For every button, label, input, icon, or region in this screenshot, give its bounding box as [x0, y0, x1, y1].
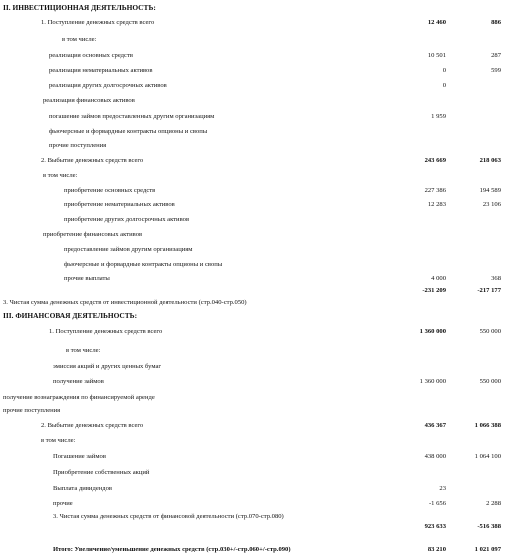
value-previous: 287 — [491, 52, 501, 59]
row-label: реализация нематериальных активов — [49, 67, 153, 74]
row-label: Погашение займов — [53, 453, 106, 460]
row-label: реализация финансовых активов — [43, 97, 135, 104]
row-label: приобретение основных средств — [64, 187, 156, 194]
row-label: предоставление займов другим организациям — [64, 246, 193, 253]
value-current: 923 633 — [424, 523, 446, 530]
value-current: 10 501 — [427, 52, 446, 59]
value-current: 1 360 000 — [419, 328, 446, 335]
row-label: 3. Чистая сумма денежных средств от инвестиционной деятельности (стр.040-стр.050) — [3, 299, 247, 306]
value-previous: -217 177 — [477, 287, 501, 294]
row-label: в том числе: — [66, 347, 101, 354]
row-label: получение займов — [53, 378, 104, 385]
value-current: 1 959 — [431, 113, 446, 120]
row-label: в том числе: — [43, 172, 78, 179]
value-previous: 2 288 — [486, 500, 501, 507]
row-label: Итого: Увеличение/уменьшение денежных средств (стр.030+/-стр.060+/-стр.090) — [53, 546, 291, 553]
row-label: II. ИНВЕСТИЦИОННАЯ ДЕЯТЕЛЬНОСТЬ: — [3, 3, 156, 12]
value-current: -231 209 — [422, 287, 446, 294]
value-previous: 599 — [491, 67, 501, 74]
row-label: прочие поступления — [49, 142, 107, 149]
value-previous: 550 000 — [479, 328, 501, 335]
row-label: в том числе: — [41, 437, 76, 444]
row-label: 2. Выбытие денежных средств всего — [41, 157, 144, 164]
value-current: 4 000 — [431, 275, 446, 282]
value-current: 227 386 — [424, 187, 446, 194]
value-previous: 550 000 — [479, 378, 501, 385]
row-label: прочие выплаты — [64, 275, 110, 282]
value-current: 0 — [442, 67, 446, 74]
value-previous: 886 — [491, 19, 501, 26]
row-label: 2. Выбытие денежных средств всего — [41, 422, 144, 429]
row-label: фьючерсные и форвардные контракты опционы и свопы — [64, 261, 223, 268]
row-label: Выплата дивидендов — [53, 485, 113, 492]
value-current: -1 656 — [428, 500, 446, 507]
row-label: 3. Чистая сумма денежных средств от финансовой деятельности (стр.070-стр.080) — [53, 513, 284, 520]
value-current: 1 360 000 — [419, 378, 446, 385]
value-previous: 1 021 097 — [474, 546, 501, 553]
row-label: в том числе: — [62, 36, 97, 43]
row-label: получение вознаграждения по финансируемой аренде — [3, 394, 155, 401]
row-label: эмиссия акций и других ценных бумаг — [53, 363, 162, 370]
row-label: погашение займов предоставленных другим организациям — [49, 113, 215, 120]
value-current: 83 210 — [427, 546, 446, 553]
row-label: приобретение нематериальных активов — [64, 201, 175, 208]
value-previous: 194 589 — [479, 187, 501, 194]
value-previous: -516 388 — [477, 523, 501, 530]
row-label: прочие поступления — [3, 407, 61, 414]
row-label: фьючерсные и форвардные контракты опционы и свопы — [49, 128, 208, 135]
value-current: 243 669 — [424, 157, 446, 164]
row-label: III. ФИНАНСОВАЯ ДЕЯТЕЛЬНОСТЬ: — [3, 311, 138, 320]
value-current: 0 — [442, 82, 446, 89]
row-label: реализация других долгосрочных активов — [49, 82, 167, 89]
row-label: 1. Поступление денежных средств всего — [49, 328, 163, 335]
value-current: 23 — [439, 485, 446, 492]
value-previous: 218 063 — [479, 157, 501, 164]
value-current: 12 283 — [427, 201, 446, 208]
value-current: 12 460 — [427, 19, 446, 26]
row-label: Приобретение собственных акций — [53, 469, 150, 476]
value-previous: 1 066 388 — [474, 422, 501, 429]
row-label: прочие — [53, 500, 73, 507]
row-label: приобретение других долгосрочных активов — [64, 216, 190, 223]
value-current: 436 367 — [424, 422, 446, 429]
row-label: приобретение финансовых активов — [43, 231, 143, 238]
value-previous: 23 106 — [482, 201, 501, 208]
value-previous: 368 — [491, 275, 501, 282]
value-previous: 1 064 100 — [474, 453, 501, 460]
row-label: реализация основных средств — [49, 52, 133, 59]
value-current: 438 000 — [424, 453, 446, 460]
row-label: 1. Поступление денежных средств всего — [41, 19, 155, 26]
